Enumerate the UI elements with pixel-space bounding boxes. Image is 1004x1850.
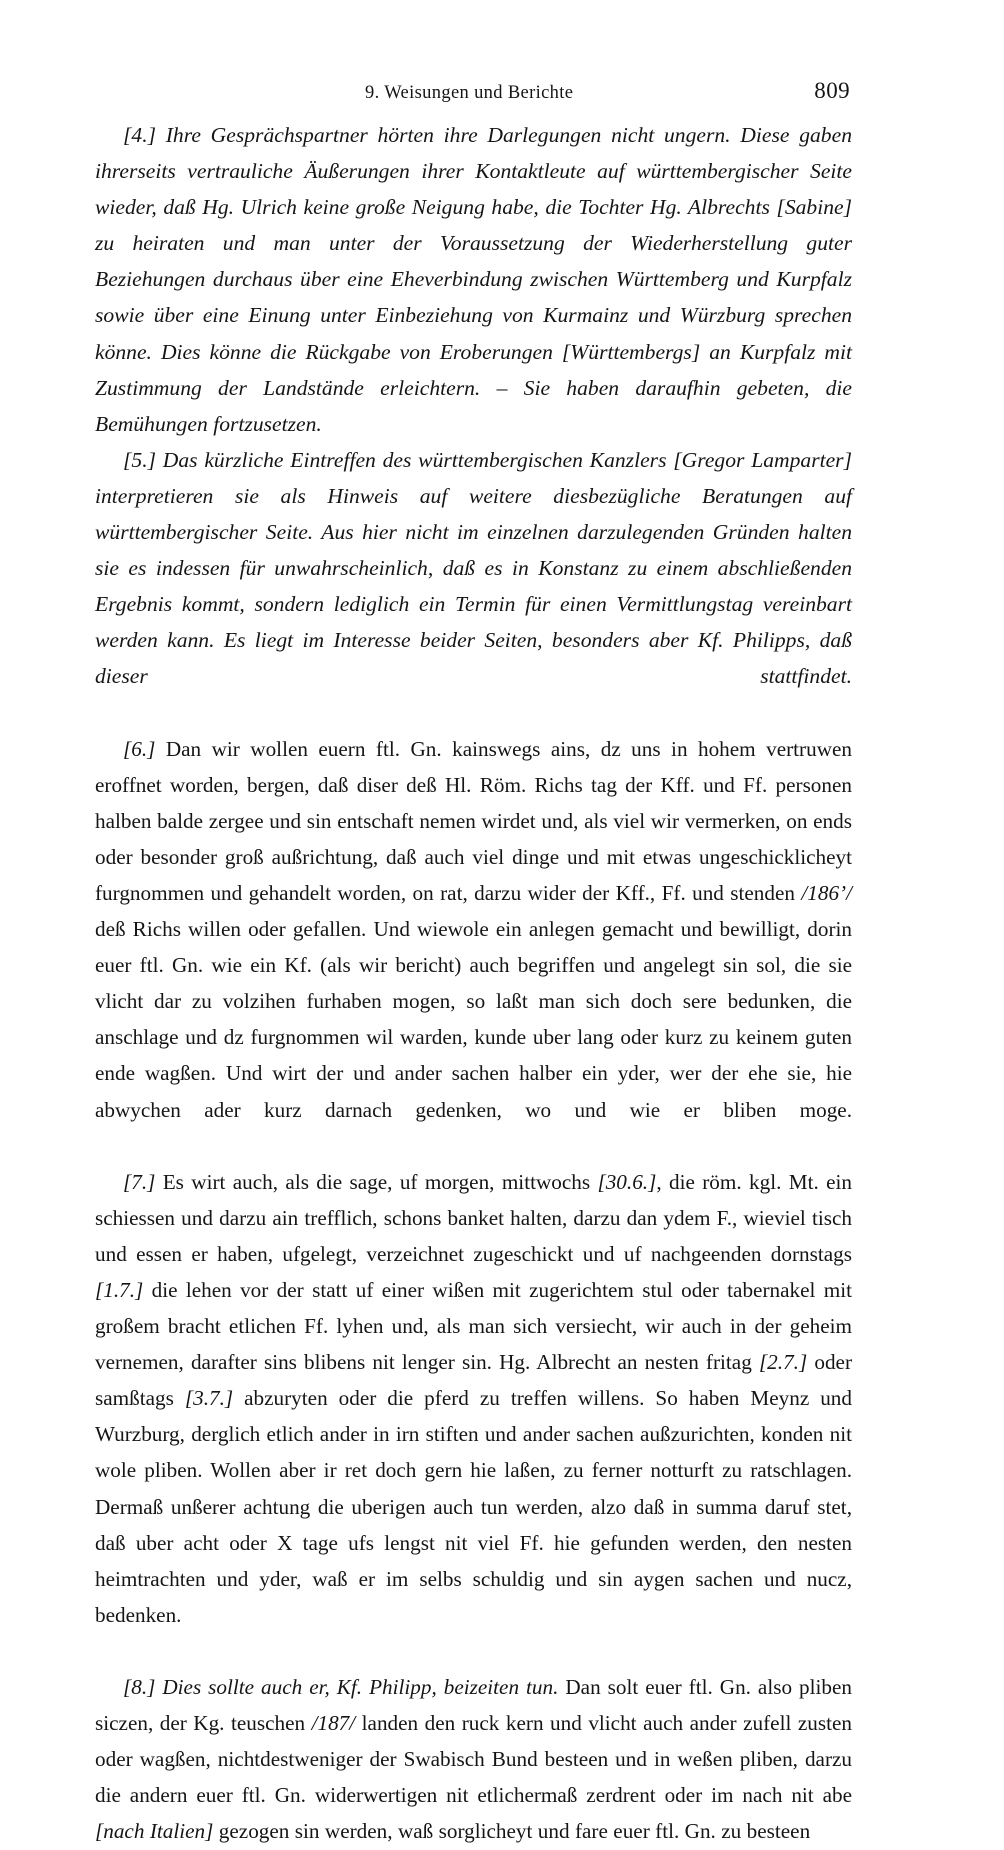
italic-run: [3.7.] [184, 1386, 234, 1411]
running-head-title: 9. Weisungen und Berichte [365, 83, 574, 103]
italic-run: /187/ [311, 1711, 356, 1736]
paragraph-7 [95, 1164, 852, 1669]
roman-run: deß Richs willen oder gefallen. Und wiewole ein anlegen gemacht und bewilligt, dorin euer ftl. Gn. wie ein Kf. (als wir bericht) auch begriffen und angelegt sin sol, die sie vlicht dar zu volzihen furhaben mogen, so laßt man sich doch sere bedunken, die anschlage und dz furgnommen wil warden, kunde uber lang oder kurz zu keinem guten ende wagßen. Und wirt der und ander sachen halber ein yder, wer der ehe sie, hie abwychen ader kurz darnach gedenken, wo und wie er bliben moge. [95, 917, 852, 1122]
roman-run: Dan solt euer ftl. Gn. also pliben siczen, der Kg. teuschen [95, 1675, 852, 1736]
italic-run: [5.] Das kürzliche Eintreffen des württembergischen Kanzlers [Gregor Lamparter] interpretieren sie als Hinweis auf weitere diesbezügliche Beratungen auf württembergischer Seite. Aus hier nicht im einzelnen darzulegenden Gründen halten sie es indessen für unwahrscheinlich, daß es in Konstanz zu einem abschließenden Ergebnis kommt, sondern lediglich ein Termin für einen Vermittlungstag vereinbart werden kann. Es liegt im Interesse beider Seiten, besonders aber Kf. Philipps, daß dieser stattfindet. [95, 447, 852, 689]
roman-run: Dan wir wollen euern ftl. Gn. kainswegs ains, dz uns in hohem vertruwen eroffnet worden, bergen, daß diser deß Hl. Röm. Richs tag der Kff. und Ff. personen halben balde zergee und sin entschaft nemen wirdet und, als viel wir vermerken, on ends oder besonder groß außrichtung, daß auch viel dinge und mit etwas ungeschicklicheyt furgnommen und gehandelt worden, on rat, darzu wider der Kff., Ff. und stenden [95, 736, 852, 905]
italic-run: [1.7.] [95, 1278, 144, 1302]
roman-run: oder samßtags [95, 1350, 852, 1411]
roman-run: abzuryten oder die pferd zu treffen willens. So haben Meynz und Wurzburg, derglich etlich ander in irn stiften und ander sachen außzurichten, konden nit wole pliben. Wollen aber ir ret doch gern hie laßen, zu ferner notturft zu ratschlagen. Dermaß unßerer achtung die uberigen auch tun werden, alzo daß in summa daruf stet, daß uber acht oder X tage ufs lengst nit viel Ff. hie gefunden werden, den nesten heimtrachten und yder, waß er im selbs schuldig und sin aygen sachen und nucz, bedenken. [95, 1386, 852, 1627]
paragraph-5 [95, 442, 852, 731]
roman-run: gezogen sin werden, waß sorglicheyt und fare euer ftl. Gn. zu besteen [213, 1819, 811, 1844]
roman-run: Es wirt auch, als die sage, uf morgen, mittwochs [155, 1169, 598, 1194]
paragraph-6 [95, 731, 852, 1164]
italic-run: [4.] Ihre Gesprächspartner hörten ihre Darlegungen nicht ungern. Diese gaben ihrerseits vertrauliche Äußerungen ihrer Kontaktleute auf württembergischer Seite wieder, daß Hg. Ulrich keine große Neigung habe, die Tochter Hg. Albrechts [Sabine] zu heiraten und man unter der Voraussetzung der Wiederherstellung guter Beziehungen durchaus über eine Eheverbindung zwischen Württemberg und Kurpfalz sowie über eine Einung unter Einbeziehung von Kurmainz und Würzburg sprechen könne. Dies könne die Rückgabe von Eroberungen [Württembergs] an Kurpfalz mit Zustimmung der Landstände erleichtern. – Sie haben daraufhin gebeten, die Bemühungen fortzusetzen. [95, 123, 852, 436]
italic-run: [8.] Dies sollte auch er, Kf. Philipp, beizeiten tun. [123, 1675, 559, 1700]
roman-run: landen den ruck kern und vlicht auch ander zufell zusten oder wagßen, nichtdestweniger der Swabisch Bund besteen und in weßen pliben, darzu die andern euer ftl. Gn. widerwertigen nit etlichermaß zerdrent oder im nach nit abe [95, 1711, 852, 1808]
italic-run: [6.] [123, 736, 156, 761]
running-head [95, 78, 850, 104]
paragraph-4 [95, 117, 852, 442]
page-number: 809 [814, 78, 850, 103]
italic-run: /186’/ [801, 880, 852, 905]
italic-run: [2.7.] [758, 1350, 808, 1375]
text-block [95, 117, 852, 1850]
paragraph-8 [95, 1669, 852, 1849]
roman-run: die lehen vor der statt uf einer wißen mit zugerichtem stul oder tabernakel mit großem bracht etlichen Ff. lyhen und, als man sich versiecht, wir auch in der geheim vernemen, darafter sins blibens nit lenger sin. Hg. Albrecht an nesten fritag [95, 1278, 852, 1375]
italic-run: [nach Italien] [95, 1819, 214, 1844]
roman-run: , die röm. kgl. Mt. ein schiessen und darzu ain trefflich, schons banket halten, darzu dan ydem F., wieviel tisch und essen er haben, ufgelegt, verzeichnet zugeschickt und uf nachgeenden dornstags [95, 1169, 852, 1266]
italic-run: [7.] [123, 1169, 156, 1194]
italic-run: [30.6.] [597, 1169, 657, 1194]
